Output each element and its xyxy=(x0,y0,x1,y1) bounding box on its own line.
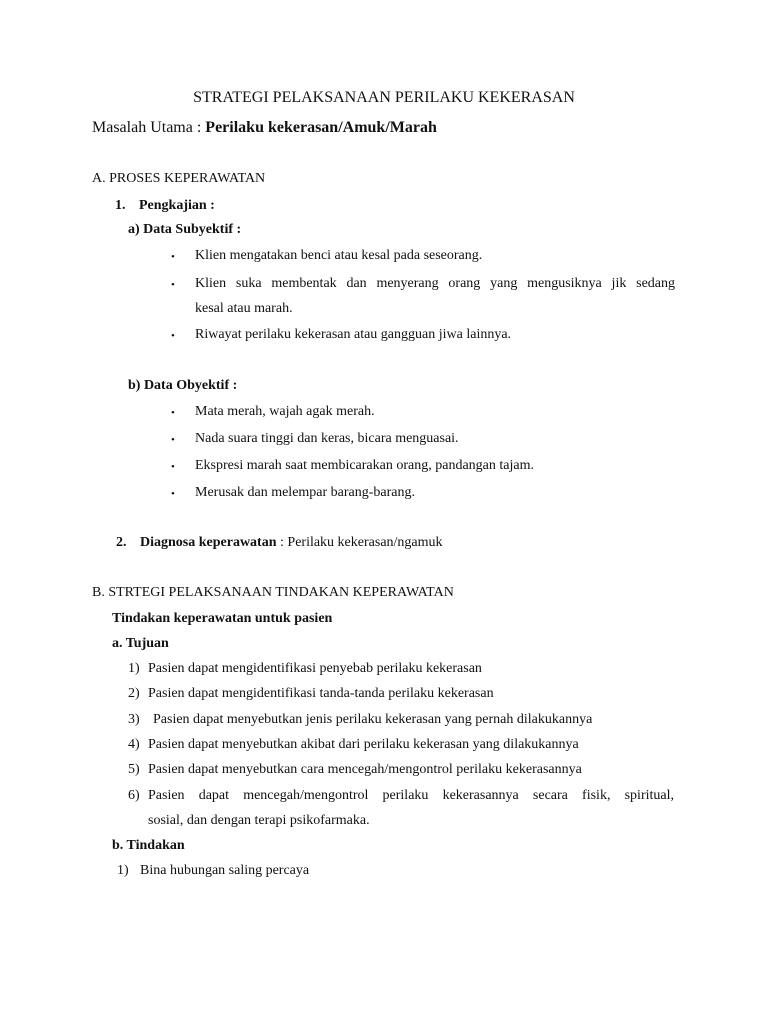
tujuan-item: Pasien dapat mencegah/mengontrol perilaku kekerasannya secara fisik, spiritual, xyxy=(148,788,674,803)
tujuan-item: Pasien dapat mengidentifikasi tanda-tanda perilaku kekerasan xyxy=(148,686,494,701)
bullet: • xyxy=(171,251,175,263)
subyektif-item: Klien suka membentak dan menyerang orang yang mengusiknya jik sedang xyxy=(195,276,675,291)
subyektif-item: Klien mengatakan benci atau kesal pada seseorang. xyxy=(195,248,483,263)
obyektif-item: Merusak dan melempar barang-barang. xyxy=(195,485,416,500)
obyektif-item: Mata merah, wajah agak merah. xyxy=(195,404,375,419)
section-a-heading: A. PROSES KEPERAWATAN xyxy=(92,171,266,186)
bullet: • xyxy=(171,407,175,419)
tujuan-item: Pasien dapat menyebutkan jenis perilaku kekerasan yang pernah dilakukannya xyxy=(153,712,593,727)
diagnosa-number: 2. xyxy=(116,535,127,550)
tujuan-item-continuation: sosial, dan dengan terapi psikofarmaka. xyxy=(148,813,370,828)
bullet: • xyxy=(171,434,175,446)
diagnosa-label: Diagnosa keperawatan xyxy=(140,535,277,550)
tujuan-number: 1) xyxy=(128,661,140,676)
tujuan-number: 6) xyxy=(128,788,140,803)
tujuan-number: 5) xyxy=(128,762,140,777)
diagnosa-line xyxy=(140,536,443,550)
data-subyektif-label: a) Data Subyektif : xyxy=(128,222,242,237)
tindakan-label: b. Tindakan xyxy=(112,838,185,853)
bullet: • xyxy=(171,488,175,500)
diagnosa-value: : Perilaku kekerasan/ngamuk xyxy=(280,535,443,550)
tindakan-pasien-subheading: Tindakan keperawatan untuk pasien xyxy=(112,611,333,626)
tujuan-number: 2) xyxy=(128,686,140,701)
bullet: • xyxy=(171,461,175,473)
masalah-value: Perilaku kekerasan/Amuk/Marah xyxy=(205,119,437,136)
masalah-label: Masalah Utama : xyxy=(92,119,202,136)
pengkajian-number: 1. xyxy=(115,198,126,213)
page-title: STRATEGI PELAKSANAAN PERILAKU KEKERASAN xyxy=(193,89,575,106)
subyektif-item: Riwayat perilaku kekerasan atau gangguan jiwa lainnya. xyxy=(195,327,512,342)
subyektif-item-continuation: kesal atau marah. xyxy=(195,301,293,316)
tindakan-number: 1) xyxy=(117,863,129,878)
obyektif-item: Nada suara tinggi dan keras, bicara menguasai. xyxy=(195,431,459,446)
bullet: • xyxy=(171,330,175,342)
obyektif-item: Ekspresi marah saat membicarakan orang, pandangan tajam. xyxy=(195,458,534,473)
tujuan-number: 3) xyxy=(128,712,140,727)
tujuan-label: a. Tujuan xyxy=(112,636,169,651)
tindakan-item: Bina hubungan saling percaya xyxy=(140,863,310,878)
masalah-utama-line xyxy=(92,120,437,136)
tujuan-item: Pasien dapat menyebutkan akibat dari perilaku kekerasan yang dilakukannya xyxy=(148,737,579,752)
section-b-heading: B. STRTEGI PELAKSANAAN TINDAKAN KEPERAWATAN xyxy=(92,585,454,600)
tujuan-item: Pasien dapat menyebutkan cara mencegah/mengontrol perilaku kekerasannya xyxy=(148,762,582,777)
bullet: • xyxy=(171,279,175,291)
tujuan-number: 4) xyxy=(128,737,140,752)
tujuan-item: Pasien dapat mengidentifikasi penyebab perilaku kekerasan xyxy=(148,661,482,676)
data-obyektif-label: b) Data Obyektif : xyxy=(128,378,238,393)
pengkajian-label: Pengkajian : xyxy=(139,198,215,213)
